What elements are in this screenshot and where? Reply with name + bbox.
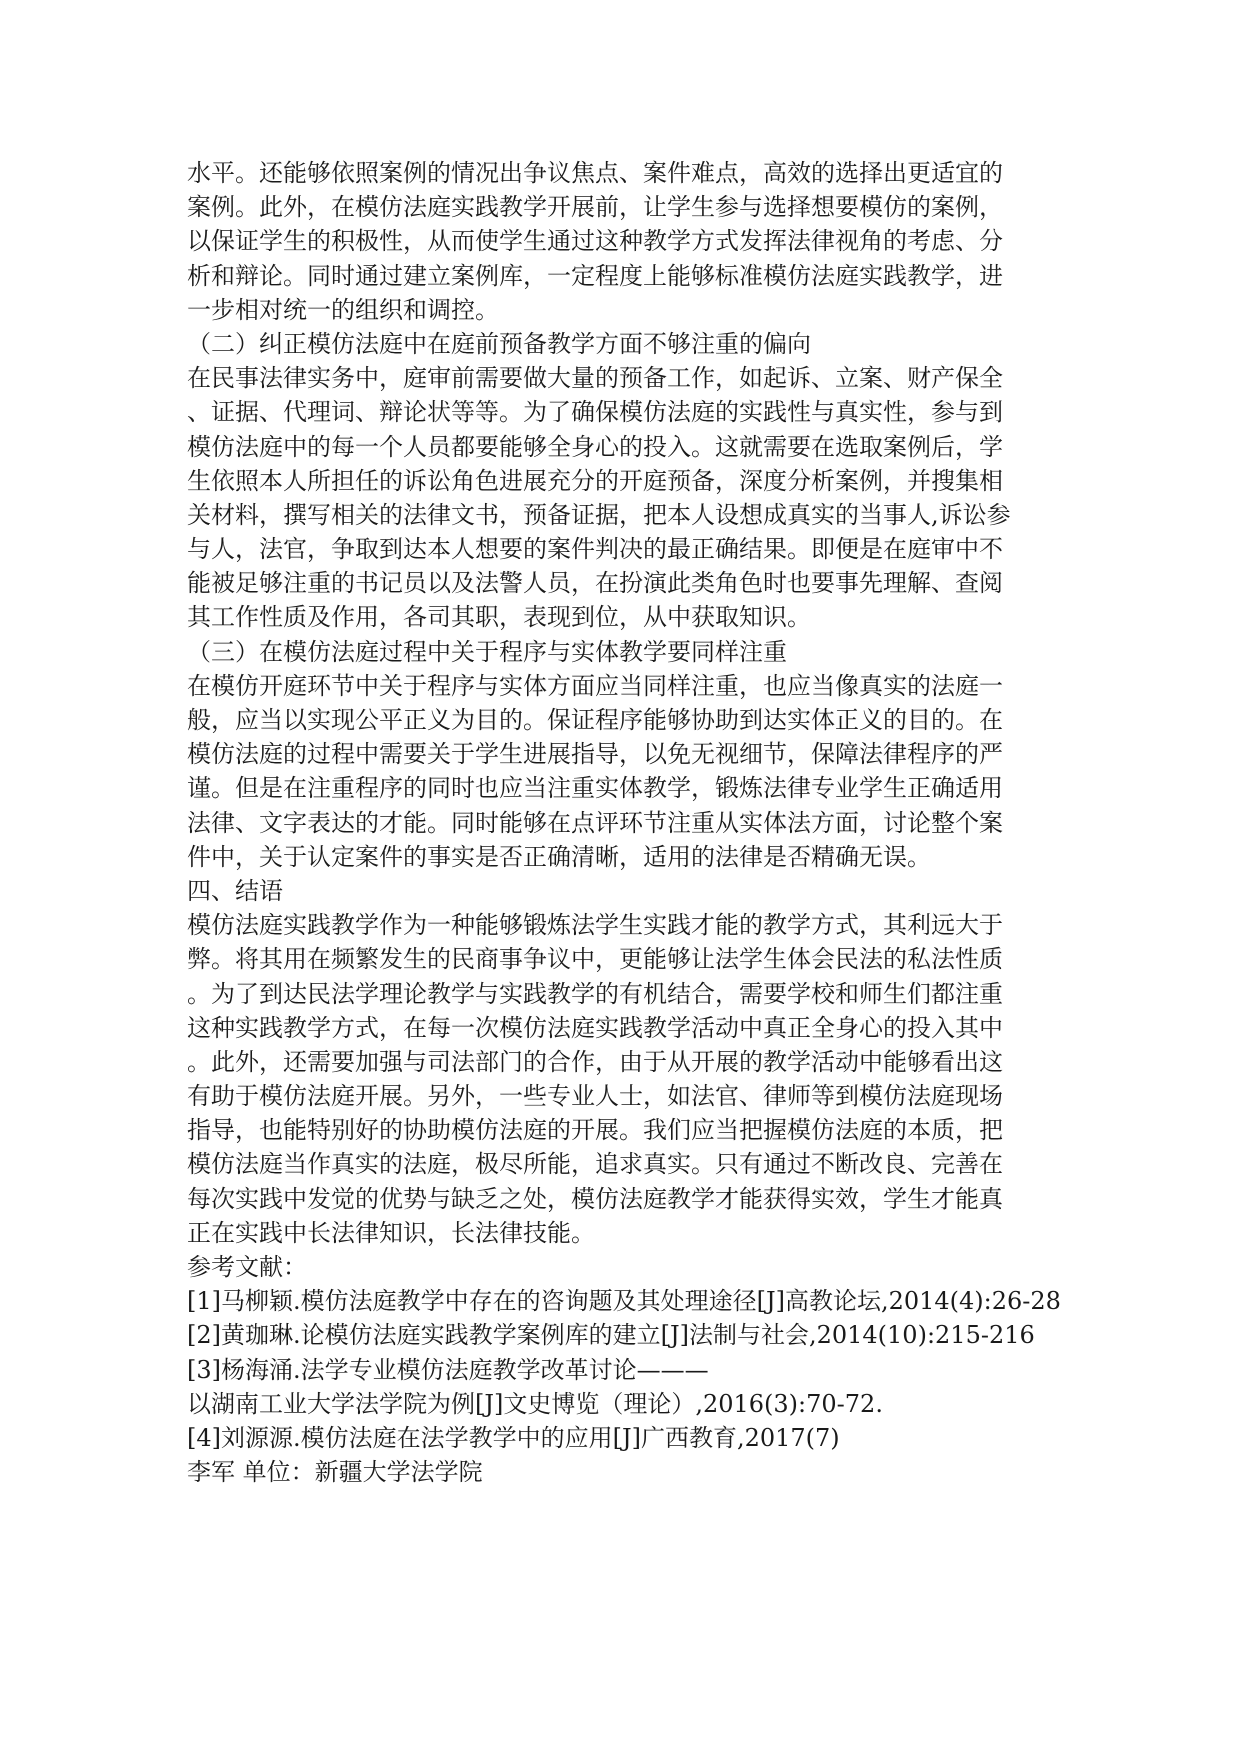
- text-line: 模仿法庭的过程中需要关于学生进展指导，以免无视细节，保障法律程序的严: [187, 740, 1003, 769]
- text-line: 在民事法律实务中，庭审前需要做大量的预备工作，如起诉、立案、财产保全: [187, 364, 1003, 393]
- text-line: 以保证学生的积极性，从而使学生通过这种教学方式发挥法律视角的考虑、分: [187, 227, 1003, 256]
- text-line: 水平。还能够依照案例的情况出争议焦点、案件难点，高效的选择出更适宜的: [187, 159, 1003, 187]
- references-heading: 参考文献：: [187, 1253, 307, 1281]
- reference-item: [2]黄珈琳.论模仿法庭实践教学案例库的建立[J]法制与社会,2014(10):215-216: [187, 1321, 1035, 1350]
- reference-item: [1]马柳颖.模仿法庭教学中存在的咨询题及其处理途径[J]高教论坛,2014(4):26-28: [187, 1287, 1061, 1316]
- text-line: 般，应当以实现公平正义为目的。保证程序能够协助到达实体正义的目的。在: [187, 706, 1003, 734]
- text-line: 正在实践中长法律知识，长法律技能。: [187, 1218, 595, 1247]
- text-line: 有助于模仿法庭开展。另外，一些专业人士，如法官、律师等到模仿法庭现场: [187, 1082, 1003, 1111]
- text-line: 弊。将其用在频繁发生的民商事争议中，更能够让法学生体会民法的私法性质: [187, 945, 1003, 974]
- text-line: 关材料，撰写相关的法律文书，预备证据，把本人设想成真实的当事人,诉讼参: [187, 500, 1011, 529]
- document-body: [187, 156, 1067, 1489]
- section-heading: 四、结语: [187, 876, 283, 905]
- reference-item: [4]刘源源.模仿法庭在法学教学中的应用[J]广西教育,2017(7): [187, 1423, 840, 1452]
- text-line: 。为了到达民法学理论教学与实践教学的有机结合，需要学校和师生们都注重: [187, 979, 1003, 1008]
- text-line: 。此外，还需要加强与司法部门的合作，由于从开展的教学活动中能够看出这: [187, 1047, 1003, 1076]
- text-line: 与人，法官，争取到达本人想要的案件判决的最正确结果。即便是在庭审中不: [187, 535, 1003, 564]
- text-line: 析和辩论。同时通过建立案例库，一定程度上能够标准模仿法庭实践教学，进: [187, 261, 1003, 290]
- text-line: 这种实践教学方式，在每一次模仿法庭实践教学活动中真正全身心的投入其中: [187, 1013, 1003, 1042]
- text-line: 在模仿开庭环节中关于程序与实体方面应当同样注重，也应当像真实的法庭一: [187, 671, 1003, 700]
- text-line: 模仿法庭实践教学作为一种能够锻炼法学生实践才能的教学方式，其利远大于: [187, 911, 1003, 940]
- text-line: 每次实践中发觉的优势与缺乏之处，模仿法庭教学才能获得实效，学生才能真: [187, 1184, 1003, 1213]
- text-line: 模仿法庭当作真实的法庭，极尽所能，追求真实。只有通过不断改良、完善在: [187, 1150, 1003, 1179]
- text-line: 能被足够注重的书记员以及法警人员，在扮演此类角色时也要事先理解、查阅: [187, 569, 1003, 598]
- text-line: 件中，关于认定案件的事实是否正确清晰，适用的法律是否精确无误。: [187, 842, 931, 871]
- text-line: 模仿法庭中的每一个人员都要能够全身心的投入。这就需要在选取案例后，学: [187, 432, 1003, 461]
- section-heading: （二）纠正模仿法庭中在庭前预备教学方面不够注重的偏向: [187, 329, 811, 358]
- text-line: 法律、文字表达的才能。同时能够在点评环节注重从实体法方面，讨论整个案: [187, 808, 1003, 837]
- text-line: 、证据、代理词、辩论状等等。为了确保模仿法庭的实践性与真实性，参与到: [187, 398, 1003, 427]
- author-affiliation: 李军 单位：新疆大学法学院: [187, 1458, 483, 1487]
- reference-item: [3]杨海涌.法学专业模仿法庭教学改革讨论———: [187, 1355, 709, 1384]
- text-line: 生依照本人所担任的诉讼角色进展充分的开庭预备，深度分析案例，并搜集相: [187, 466, 1003, 495]
- section-heading: （三）在模仿法庭过程中关于程序与实体教学要同样注重: [187, 637, 787, 666]
- text-line: 其工作性质及作用，各司其职，表现到位，从中获取知识。: [187, 603, 811, 632]
- text-line: 指导，也能特别好的协助模仿法庭的开展。我们应当把握模仿法庭的本质，把: [187, 1116, 1003, 1145]
- reference-item: 以湖南工业大学法学院为例[J]文史博览（理论）,2016(3):70-72.: [187, 1389, 883, 1418]
- text-line: 谨。但是在注重程序的同时也应当注重实体教学，锻炼法律专业学生正确适用: [187, 774, 1003, 803]
- text-line: 一步相对统一的组织和调控。: [187, 295, 499, 324]
- text-line: 案例。此外，在模仿法庭实践教学开展前，让学生参与选择想要模仿的案例，: [187, 193, 1003, 222]
